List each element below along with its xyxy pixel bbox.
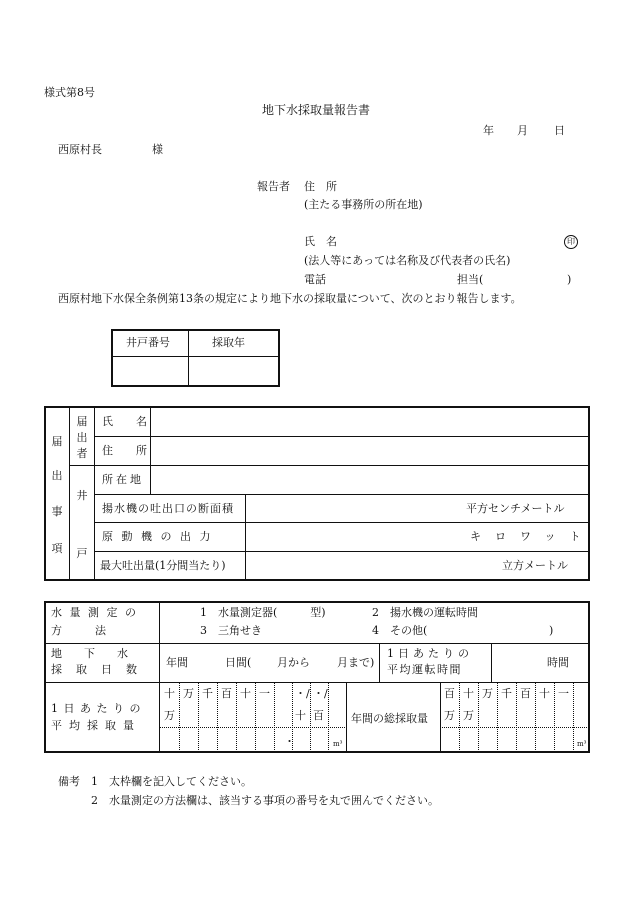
well-label-bottom: 戸 <box>76 547 88 560</box>
method-option-3[interactable]: 3 三角せき <box>200 624 262 637</box>
section-label-1: 届 <box>51 435 63 448</box>
annual-digit-4: 千 <box>501 687 512 700</box>
digit-label-5: 十 <box>240 687 251 700</box>
date-day-label: 日 <box>554 124 565 137</box>
notifier-address-label: 住 所 <box>102 444 153 457</box>
annual-digit-2: 十 <box>463 687 474 700</box>
notes-label: 備考 <box>58 775 80 788</box>
page-title: 地下水採取量報告書 <box>262 103 371 117</box>
date-month-label: 月 <box>517 124 528 137</box>
digit-label-4: 百 <box>221 687 232 700</box>
daily-cubic-unit: m³ <box>333 740 343 748</box>
notifier-name-field[interactable] <box>152 409 587 434</box>
daily-hours-label-2: 平均運転時間 <box>387 663 462 676</box>
max-discharge-label: 最大吐出量(1分間当たり) <box>100 559 226 572</box>
annual-digit-8: 万 <box>444 709 455 722</box>
notifier-label-1: 届 <box>76 415 88 428</box>
method-option-1[interactable]: 1 水量測定器( 型) <box>200 606 326 619</box>
annual-digit-9: 万 <box>463 709 474 722</box>
notifier-label-2: 出 <box>76 431 88 444</box>
contact-close: ) <box>567 273 572 286</box>
extraction-year-field[interactable] <box>190 358 278 385</box>
digit-label-9: 万 <box>164 709 175 722</box>
annual-cubic-unit: m³ <box>577 740 587 748</box>
method-option-4-close: ) <box>549 624 554 637</box>
daily-amount-label-2: 平均採取量 <box>51 719 141 732</box>
extraction-year-header: 採取年 <box>212 336 245 349</box>
digit-label-6: 一 <box>259 687 270 700</box>
addressee-honorific: 様 <box>152 143 163 156</box>
address-note: (主たる事務所の所在地) <box>304 198 423 211</box>
method-label-2: 方 法 <box>51 624 106 637</box>
name-label: 氏 名 <box>304 235 337 248</box>
days-label-2: 採 取 日 数 <box>51 663 139 676</box>
location-field[interactable] <box>152 467 587 492</box>
annual-digit-6: 十 <box>539 687 550 700</box>
note-item-2: 2 水量測定の方法欄は、該当する事項の番号を丸で囲んでください。 <box>91 794 439 807</box>
max-discharge-field[interactable] <box>247 553 487 578</box>
annual-digit-3: 万 <box>482 687 493 700</box>
notifier-address-field[interactable] <box>152 438 587 463</box>
phone-label: 電話 <box>304 273 326 286</box>
hours-unit: 時間 <box>547 656 569 669</box>
annual-digit-7: 一 <box>558 687 569 700</box>
digit-label-2: 万 <box>183 687 194 700</box>
days-label-1: 地 下 水 <box>51 647 128 660</box>
daily-hours-label-1: 1日あたりの <box>387 647 473 660</box>
pump-outlet-area-label: 揚水機の吐出口の断面積 <box>102 502 234 515</box>
addressee-name: 西原村長 <box>58 143 102 156</box>
method-option-2[interactable]: 2 揚水機の運転時間 <box>372 606 478 619</box>
pump-outlet-area-field[interactable] <box>247 496 457 520</box>
section-label-2: 出 <box>51 469 63 482</box>
note-item-1: 1 太枠欄を記入してください。 <box>91 775 252 788</box>
motor-output-label: 原動機の出力 <box>102 530 219 543</box>
well-label-top: 井 <box>76 489 88 502</box>
annual-label: 年間の総採取量 <box>351 712 428 725</box>
days-to: 月まで) <box>337 656 375 669</box>
decimal-point: ・ <box>284 735 295 748</box>
digit-label-1: 十 <box>164 687 175 700</box>
digit-label-11: 百 <box>313 709 324 722</box>
digit-label-8: ・/ <box>313 687 328 700</box>
notifier-label-3: 者 <box>76 447 88 460</box>
method-option-4[interactable]: 4 その他( <box>372 624 428 637</box>
notifier-name-label: 氏 名 <box>102 415 153 428</box>
volume-unit: 立方メートル <box>502 559 568 572</box>
area-unit: 平方センチメートル <box>466 502 565 515</box>
location-label: 所在地 <box>102 473 144 486</box>
well-number-header: 井戸番号 <box>126 336 170 349</box>
digit-label-7: ・/ <box>295 687 310 700</box>
address-label: 住 所 <box>304 180 337 193</box>
report-statement: 西原村地下水保全条例第13条の規定により地下水の採取量について、次のとおり報告します。 <box>58 292 522 305</box>
reporter-label: 報告者 <box>257 180 290 193</box>
form-number: 様式第8号 <box>44 86 95 99</box>
annual-digit-1: 百 <box>444 687 455 700</box>
contact-label: 担当( <box>457 273 484 286</box>
digit-label-10: 十 <box>295 709 306 722</box>
motor-output-field[interactable] <box>247 524 457 549</box>
daily-amount-label-1: 1日あたりの <box>51 702 146 715</box>
name-note: (法人等にあっては名称及び代表者の氏名) <box>304 254 511 267</box>
digit-label-3: 千 <box>202 687 213 700</box>
power-unit: キロワット <box>470 530 595 543</box>
days-text: 日間( <box>225 656 252 669</box>
seal-mark: 印 <box>564 235 578 249</box>
days-from: 月から <box>277 656 310 669</box>
section-label-4: 項 <box>51 542 63 555</box>
well-number-field[interactable] <box>113 358 187 385</box>
date-year-label: 年 <box>483 124 494 137</box>
section-label-3: 事 <box>51 505 63 518</box>
annual-digit-5: 百 <box>520 687 531 700</box>
method-label-1: 水量測定の <box>51 606 144 619</box>
days-year-label: 年間 <box>166 656 188 669</box>
